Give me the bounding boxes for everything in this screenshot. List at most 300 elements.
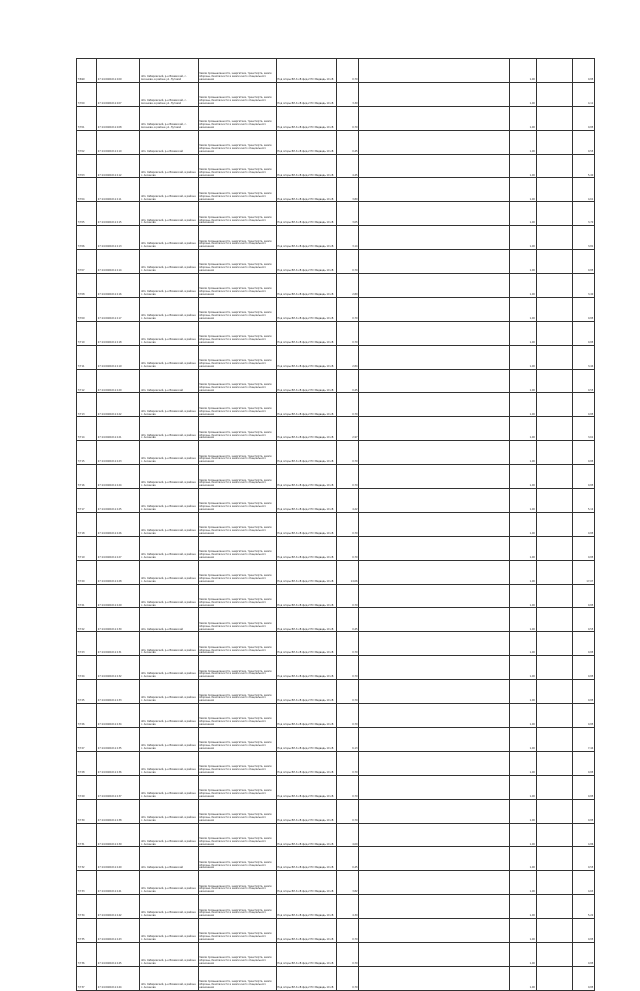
empty-cell: [359, 226, 510, 250]
permitted-use-cell: Под опоры ВЛ-6 кВ фид.2 ПС Медведь 10 кВ: [276, 321, 336, 345]
area-cell: 2,97: [336, 417, 358, 441]
cadastral-number-cell: 27:14:0401011:115: [97, 202, 140, 226]
address-cell: обл. Хабаровский, р-н Вяземский, в районе с. Аксенова: [140, 727, 198, 751]
land-category-cell: Земли промышленности, энергетики, транспорта, земли обороны, безопасности и земли иного специального назначения: [198, 871, 276, 895]
cadastral-number-cell: 27:14:0401011:109: [97, 59, 140, 83]
empty-cell: [359, 727, 510, 751]
land-category-cell: Земли промышленности, энергетики, транспорта, земли обороны, безопасности и земли иного специального назначения: [198, 704, 276, 728]
table-row: [77, 250, 595, 274]
row-id-cell: 7/737: [77, 966, 97, 990]
area-cell: 4,30: [336, 895, 358, 919]
land-category-cell: Земли промышленности, энергетики, транспорта, земли обороны, безопасности и земли иного специального назначения: [198, 656, 276, 680]
row-id-cell: 7/717: [77, 489, 97, 513]
empty-cell: [536, 656, 572, 680]
address-cell: обл. Хабаровский, р-н Вяземский, в районе с. Аксенова: [140, 512, 198, 536]
empty-cell: [359, 345, 510, 369]
empty-cell: [536, 512, 572, 536]
coefficient-cell: 1,00: [510, 489, 536, 513]
address-cell: обл. Хабаровский, р-н Вяземский, в районе с. Аксенова: [140, 560, 198, 584]
cadastral-number-cell: 27:14:0401011:140: [97, 847, 140, 871]
row-id-cell: 7/705: [77, 202, 97, 226]
coefficient-cell: 1,00: [510, 727, 536, 751]
land-category-cell: Земли промышленности, энергетики, транспорта, земли обороны, безопасности и земли иного специального назначения: [198, 727, 276, 751]
table-row: [77, 297, 595, 321]
permitted-use-cell: Под опоры ВЛ-6 кВ фид.2 ПС Медведь 10 кВ: [276, 632, 336, 656]
row-id-cell: 7/731: [77, 823, 97, 847]
cadastral-number-cell: 27:14:0401011:132: [97, 656, 140, 680]
empty-cell: [536, 369, 572, 393]
table-row: [77, 536, 595, 560]
land-category-cell: Земли промышленности, энергетики, транспорта, земли обороны, безопасности и земли иного специального назначения: [198, 465, 276, 489]
address-cell: обл. Хабаровский, р-н Вяземский, в районе с. Аксенова: [140, 393, 198, 417]
empty-cell: [359, 250, 510, 274]
row-id-cell: 7/732: [77, 847, 97, 871]
row-id-cell: 7/699: [77, 59, 97, 83]
empty-cell: [536, 632, 572, 656]
coefficient-cell: 1,00: [510, 512, 536, 536]
cadastral-number-cell: 27:14:0401011:123: [97, 441, 140, 465]
permitted-use-cell: Под опоры ВЛ-6 кВ фид.2 ПС Медведь 10 кВ: [276, 441, 336, 465]
empty-cell: [536, 489, 572, 513]
coefficient-cell: 1,00: [510, 417, 536, 441]
table-row: [77, 106, 595, 130]
cadastral-number-cell: 27:14:0401011:130: [97, 608, 140, 632]
permitted-use-cell: Под опоры ВЛ-6 кВ фид.2 ПС Медведь 10 кВ: [276, 847, 336, 871]
address-cell: обл. Хабаровский, р-н Вяземский, в районе с. Аксенова: [140, 680, 198, 704]
area-cell: 0,70: [336, 250, 358, 274]
land-category-cell: Земли промышленности, энергетики, транспорта, земли обороны, безопасности и земли иного специального назначения: [198, 274, 276, 298]
empty-cell: [359, 512, 510, 536]
land-category-cell: Земли промышленности, энергетики, транспорта, земли обороны, безопасности и земли иного специального назначения: [198, 584, 276, 608]
coefficient-cell: 1,00: [510, 369, 536, 393]
cost-cell: 0,85: [572, 632, 594, 656]
empty-cell: [536, 823, 572, 847]
land-category-cell: Земли промышленности, энергетики, транспорта, земли обороны, безопасности и земли иного специального назначения: [198, 489, 276, 513]
table-row: [77, 417, 595, 441]
area-cell: 3,39: [336, 82, 358, 106]
table-row: [77, 178, 595, 202]
cadastral-number-cell: 27:14:0401011:139: [97, 823, 140, 847]
area-cell: 0,70: [336, 704, 358, 728]
empty-cell: [536, 919, 572, 943]
empty-cell: [536, 560, 572, 584]
cost-cell: 0,55: [572, 608, 594, 632]
empty-cell: [359, 393, 510, 417]
table-row: [77, 59, 595, 83]
land-category-cell: Земли промышленности, энергетики, транспорта, земли обороны, безопасности и земли иного специального назначения: [198, 942, 276, 966]
coefficient-cell: 1,00: [510, 106, 536, 130]
address-cell: обл. Хабаровский, р-н Вяземский, в районе с. Аксенова: [140, 321, 198, 345]
cost-cell: 5,40: [572, 154, 594, 178]
row-id-cell: 7/711: [77, 345, 97, 369]
table-body: [77, 59, 595, 991]
empty-cell: [359, 560, 510, 584]
permitted-use-cell: Под опоры ВЛ-6 кВ фид.2 ПС Медведь 10 кВ: [276, 727, 336, 751]
table-row: [77, 871, 595, 895]
permitted-use-cell: Под опоры ВЛ-6 кВ фид.2 ПС Медведь 10 кВ: [276, 369, 336, 393]
permitted-use-cell: Под опоры ВЛ-6 кВ фид.2 ПС Медведь 10 кВ: [276, 178, 336, 202]
empty-cell: [359, 130, 510, 154]
empty-cell: [536, 942, 572, 966]
cadastral-number-cell: 27:14:0401011:129: [97, 584, 140, 608]
area-cell: 0,45: [336, 369, 358, 393]
land-category-cell: Земли промышленности, энергетики, транспорта, земли обороны, безопасности и земли иного специального назначения: [198, 393, 276, 417]
area-cell: 0,70: [336, 751, 358, 775]
table-row: [77, 512, 595, 536]
permitted-use-cell: Под опоры ВЛ-6 кВ фид.2 ПС Медведь 10 кВ: [276, 799, 336, 823]
coefficient-cell: 1,00: [510, 847, 536, 871]
cost-cell: 3,40: [572, 274, 594, 298]
cost-cell: 0,85: [572, 393, 594, 417]
empty-cell: [536, 178, 572, 202]
permitted-use-cell: Под опоры ВЛ-6 кВ фид.2 ПС Медведь 10 кВ: [276, 226, 336, 250]
coefficient-cell: 1,00: [510, 966, 536, 990]
coefficient-cell: 1,00: [510, 608, 536, 632]
table-row: [77, 82, 595, 106]
row-id-cell: 7/707: [77, 250, 97, 274]
address-cell: обл. Хабаровский, р-н Вяземский, в районе с. Аксенова: [140, 871, 198, 895]
permitted-use-cell: Под опоры ВЛ-6 кВ фид.2 ПС Медведь 10 кВ: [276, 536, 336, 560]
permitted-use-cell: Под опоры ВЛ-6 кВ фид.2 ПС Медведь 10 кВ: [276, 871, 336, 895]
land-category-cell: Земли промышленности, энергетики, транспорта, земли обороны, безопасности и земли иного специального назначения: [198, 250, 276, 274]
coefficient-cell: 1,00: [510, 871, 536, 895]
cost-cell: 0,85: [572, 297, 594, 321]
empty-cell: [359, 823, 510, 847]
row-id-cell: 7/708: [77, 274, 97, 298]
area-cell: 0,45: [336, 847, 358, 871]
table-row: [77, 680, 595, 704]
empty-cell: [536, 847, 572, 871]
coefficient-cell: 1,00: [510, 393, 536, 417]
table-row: [77, 704, 595, 728]
empty-cell: [536, 130, 572, 154]
table-row: [77, 441, 595, 465]
empty-cell: [536, 393, 572, 417]
land-category-cell: Земли промышленности, энергетики, транспорта, земли обороны, безопасности и земли иного специального назначения: [198, 154, 276, 178]
address-cell: обл. Хабаровский, р-н Вяземский, в районе с. Аксенова: [140, 178, 198, 202]
cost-cell: 17,07: [572, 560, 594, 584]
empty-cell: [536, 751, 572, 775]
land-category-cell: Земли промышленности, энергетики, транспорта, земли обороны, безопасности и земли иного специального назначения: [198, 321, 276, 345]
cadastral-number-cell: 27:14:0401011:141: [97, 871, 140, 895]
cost-cell: 0,55: [572, 369, 594, 393]
coefficient-cell: 1,00: [510, 704, 536, 728]
land-category-cell: Земли промышленности, энергетики, транспорта, земли обороны, безопасности и земли иного специального назначения: [198, 59, 276, 83]
cadastral-number-cell: 27:14:0401011:134: [97, 704, 140, 728]
address-cell: обл. Хабаровский, р-н Вяземский, в районе с. Аксенова: [140, 202, 198, 226]
cadastral-number-cell: 27:14:0401011:145: [97, 942, 140, 966]
table-row: [77, 751, 595, 775]
cadastral-number-cell: 27:14:0401011:117: [97, 297, 140, 321]
cadastral-number-cell: 27:14:0401011:142: [97, 895, 140, 919]
row-id-cell: 7/730: [77, 799, 97, 823]
cadastral-number-cell: 27:14:0401011:122: [97, 393, 140, 417]
cadastral-number-cell: 27:14:0401011:121: [97, 417, 140, 441]
cadastral-number-cell: 27:14:0401011:116: [97, 274, 140, 298]
address-cell: обл. Хабаровский, р-н Вяземский, в районе с. Аксенова: [140, 441, 198, 465]
coefficient-cell: 1,00: [510, 345, 536, 369]
cost-cell: 3,70: [572, 202, 594, 226]
permitted-use-cell: Под опоры ВЛ-6 кВ фид.2 ПС Медведь 10 кВ: [276, 560, 336, 584]
address-cell: обл. Хабаровский, р-н Вяземский, с. Аксенова, в районе ул. Луговой: [140, 59, 198, 83]
coefficient-cell: 1,00: [510, 656, 536, 680]
row-id-cell: 7/733: [77, 871, 97, 895]
address-cell: обл. Хабаровский, р-н Вяземский, в районе с. Аксенова: [140, 536, 198, 560]
empty-cell: [536, 106, 572, 130]
empty-cell: [536, 345, 572, 369]
table-row: [77, 226, 595, 250]
cost-cell: 0,85: [572, 250, 594, 274]
permitted-use-cell: Под опоры ВЛ-6 кВ фид.2 ПС Медведь 10 кВ: [276, 82, 336, 106]
empty-cell: [359, 871, 510, 895]
permitted-use-cell: Под опоры ВЛ-6 кВ фид.2 ПС Медведь 10 кВ: [276, 656, 336, 680]
empty-cell: [536, 680, 572, 704]
coefficient-cell: 1,00: [510, 680, 536, 704]
row-id-cell: 7/702: [77, 130, 97, 154]
empty-cell: [359, 704, 510, 728]
address-cell: обл. Хабаровский, р-н Вяземский: [140, 369, 198, 393]
address-cell: обл. Хабаровский, р-н Вяземский: [140, 608, 198, 632]
address-cell: обл. Хабаровский, р-н Вяземский, в районе с. Аксенова: [140, 823, 198, 847]
area-cell: 4,00: [336, 823, 358, 847]
coefficient-cell: 1,00: [510, 584, 536, 608]
row-id-cell: 7/723: [77, 632, 97, 656]
address-cell: обл. Хабаровский, р-н Вяземский, с. Аксенова, в районе ул. Луговой: [140, 82, 198, 106]
empty-cell: [359, 441, 510, 465]
cost-cell: 3,44: [572, 345, 594, 369]
cadastral-number-cell: 27:14:0401011:120: [97, 369, 140, 393]
cost-cell: 0,85: [572, 775, 594, 799]
empty-cell: [536, 465, 572, 489]
coefficient-cell: 1,00: [510, 536, 536, 560]
empty-cell: [536, 297, 572, 321]
row-id-cell: 7/718: [77, 512, 97, 536]
permitted-use-cell: Под опоры ВЛ-6 кВ фид.2 ПС Медведь 10 кВ: [276, 966, 336, 990]
land-category-cell: Земли промышленности, энергетики, транспорта, земли обороны, безопасности и земли иного специального назначения: [198, 632, 276, 656]
cadastral-number-cell: 27:14:0401011:144: [97, 966, 140, 990]
address-cell: обл. Хабаровский, р-н Вяземский, в районе с. Аксенова: [140, 656, 198, 680]
permitted-use-cell: Под опоры ВЛ-6 кВ фид.2 ПС Медведь 10 кВ: [276, 345, 336, 369]
cost-cell: 0,85: [572, 106, 594, 130]
cost-cell: 0,85: [572, 680, 594, 704]
land-category-cell: Земли промышленности, энергетики, транспорта, земли обороны, безопасности и земли иного специального назначения: [198, 895, 276, 919]
table-row: [77, 727, 595, 751]
empty-cell: [536, 417, 572, 441]
cadastral-number-cell: 27:14:0401011:119: [97, 345, 140, 369]
empty-cell: [359, 202, 510, 226]
land-category-cell: Земли промышленности, энергетики, транспорта, земли обороны, безопасности и земли иного специального назначения: [198, 369, 276, 393]
address-cell: обл. Хабаровский, р-н Вяземский, в районе с. Аксенова: [140, 465, 198, 489]
area-cell: 0,70: [336, 441, 358, 465]
cadastral-number-cell: 27:14:0401011:107: [97, 82, 140, 106]
row-id-cell: 7/715: [77, 441, 97, 465]
table-row: [77, 465, 595, 489]
land-category-cell: Земли промышленности, энергетики, транспорта, земли обороны, безопасности и земли иного специального назначения: [198, 106, 276, 130]
land-category-cell: Земли промышленности, энергетики, транспорта, земли обороны, безопасности и земли иного специального назначения: [198, 417, 276, 441]
area-cell: 0,70: [336, 799, 358, 823]
table-row: [77, 775, 595, 799]
empty-cell: [536, 895, 572, 919]
row-id-cell: 7/724: [77, 656, 97, 680]
empty-cell: [359, 895, 510, 919]
cost-cell: 5,22: [572, 895, 594, 919]
cadastral-number-cell: 27:14:0401011:136: [97, 751, 140, 775]
coefficient-cell: 1,00: [510, 465, 536, 489]
empty-cell: [359, 59, 510, 83]
table-row: [77, 895, 595, 919]
land-category-cell: Земли промышленности, энергетики, транспорта, земли обороны, безопасности и земли иного специального назначения: [198, 202, 276, 226]
area-cell: 0,70: [336, 919, 358, 943]
table-row: [77, 656, 595, 680]
cost-cell: 0,85: [572, 942, 594, 966]
land-category-cell: Земли промышленности, энергетики, транспорта, земли обороны, безопасности и земли иного специального назначения: [198, 823, 276, 847]
area-cell: 0,70: [336, 775, 358, 799]
cost-cell: 3,61: [572, 417, 594, 441]
row-id-cell: 7/735: [77, 919, 97, 943]
empty-cell: [359, 297, 510, 321]
cost-cell: 0,85: [572, 321, 594, 345]
table-row: [77, 369, 595, 393]
document-page: [76, 58, 594, 991]
empty-cell: [359, 966, 510, 990]
cost-cell: 4,61: [572, 178, 594, 202]
cost-cell: 4,63: [572, 871, 594, 895]
permitted-use-cell: Под опоры ВЛ-6 кВ фид.2 ПС Медведь 10 кВ: [276, 942, 336, 966]
area-cell: 0,70: [336, 465, 358, 489]
empty-cell: [359, 274, 510, 298]
permitted-use-cell: Под опоры ВЛ-6 кВ фид.2 ПС Медведь 10 кВ: [276, 919, 336, 943]
area-cell: 3,14: [336, 226, 358, 250]
permitted-use-cell: Под опоры ВЛ-6 кВ фид.2 ПС Медведь 10 кВ: [276, 297, 336, 321]
coefficient-cell: 1,00: [510, 441, 536, 465]
table-row: [77, 966, 595, 990]
area-cell: 2,84: [336, 345, 358, 369]
permitted-use-cell: Под опоры ВЛ-6 кВ фид.2 ПС Медведь 10 кВ: [276, 704, 336, 728]
area-cell: 0,70: [336, 680, 358, 704]
row-id-cell: 7/700: [77, 82, 97, 106]
address-cell: обл. Хабаровский, р-н Вяземский, в районе с. Аксенова: [140, 775, 198, 799]
land-category-cell: Земли промышленности, энергетики, транспорта, земли обороны, безопасности и земли иного специального назначения: [198, 345, 276, 369]
cadastral-number-cell: 27:14:0401011:111: [97, 178, 140, 202]
address-cell: обл. Хабаровский, р-н Вяземский, в районе с. Аксенова: [140, 154, 198, 178]
coefficient-cell: 1,00: [510, 274, 536, 298]
land-category-cell: Земли промышленности, энергетики, транспорта, земли обороны, безопасности и земли иного специального назначения: [198, 775, 276, 799]
permitted-use-cell: Под опоры ВЛ-6 кВ фид.2 ПС Медведь 10 кВ: [276, 274, 336, 298]
cost-cell: 4,86: [572, 823, 594, 847]
cadastral-number-cell: 27:14:0401011:118: [97, 321, 140, 345]
land-category-cell: Земли промышленности, энергетики, транспорта, земли обороны, безопасности и земли иного специального назначения: [198, 560, 276, 584]
permitted-use-cell: Под опоры ВЛ-6 кВ фид.2 ПС Медведь 10 кВ: [276, 895, 336, 919]
table-row: [77, 823, 595, 847]
area-cell: 2,80: [336, 274, 358, 298]
empty-cell: [536, 871, 572, 895]
cadastral-number-cell: 27:14:0401011:127: [97, 536, 140, 560]
cost-cell: 0,85: [572, 799, 594, 823]
cost-cell: 0,85: [572, 512, 594, 536]
table-row: [77, 321, 595, 345]
coefficient-cell: 1,00: [510, 178, 536, 202]
empty-cell: [359, 919, 510, 943]
coefficient-cell: 1,00: [510, 823, 536, 847]
address-cell: обл. Хабаровский, р-н Вяземский, в районе с. Аксенова: [140, 632, 198, 656]
address-cell: обл. Хабаровский, р-н Вяземский, в районе с. Аксенова: [140, 799, 198, 823]
area-cell: 6,13: [336, 727, 358, 751]
permitted-use-cell: Под опоры ВЛ-6 кВ фид.2 ПС Медведь 10 кВ: [276, 512, 336, 536]
permitted-use-cell: Под опоры ВЛ-6 кВ фид.2 ПС Медведь 10 кВ: [276, 608, 336, 632]
empty-cell: [359, 321, 510, 345]
empty-cell: [536, 608, 572, 632]
permitted-use-cell: Под опоры ВЛ-6 кВ фид.2 ПС Медведь 10 кВ: [276, 680, 336, 704]
area-cell: 4,45: [336, 154, 358, 178]
permitted-use-cell: Под опоры ВЛ-6 кВ фид.2 ПС Медведь 10 кВ: [276, 823, 336, 847]
empty-cell: [359, 847, 510, 871]
coefficient-cell: 1,00: [510, 321, 536, 345]
empty-cell: [536, 799, 572, 823]
cost-cell: 0,85: [572, 919, 594, 943]
coefficient-cell: 1,00: [510, 919, 536, 943]
area-cell: 0,70: [336, 656, 358, 680]
land-category-cell: Земли промышленности, энергетики, транспорта, земли обороны, безопасности и земли иного специального назначения: [198, 751, 276, 775]
land-category-cell: Земли промышленности, энергетики, транспорта, земли обороны, безопасности и земли иного специального назначения: [198, 608, 276, 632]
address-cell: обл. Хабаровский, р-н Вяземский, в районе с. Аксенова: [140, 226, 198, 250]
land-category-cell: Земли промышленности, энергетики, транспорта, земли обороны, безопасности и земли иного специального назначения: [198, 799, 276, 823]
cost-cell: 0,85: [572, 536, 594, 560]
row-id-cell: 7/712: [77, 369, 97, 393]
cadastral-number-cell: 27:14:0401011:112: [97, 154, 140, 178]
empty-cell: [536, 250, 572, 274]
area-cell: 14,06: [336, 560, 358, 584]
land-category-cell: Земли промышленности, энергетики, транспорта, земли обороны, безопасности и земли иного специального назначения: [198, 919, 276, 943]
permitted-use-cell: Под опоры ВЛ-6 кВ фид.2 ПС Медведь 10 кВ: [276, 202, 336, 226]
land-category-cell: Земли промышленности, энергетики, транспорта, земли обороны, безопасности и земли иного специального назначения: [198, 178, 276, 202]
table-row: [77, 130, 595, 154]
cadastral-number-cell: 27:14:0401011:125: [97, 489, 140, 513]
cost-cell: 0,55: [572, 847, 594, 871]
empty-cell: [359, 106, 510, 130]
land-category-cell: Земли промышленности, энергетики, транспорта, земли обороны, безопасности и земли иного специального назначения: [198, 536, 276, 560]
area-cell: 0,70: [336, 59, 358, 83]
coefficient-cell: 1,00: [510, 250, 536, 274]
land-category-cell: Земли промышленности, энергетики, транспорта, земли обороны, безопасности и земли иного специального назначения: [198, 226, 276, 250]
cadastral-number-cell: 27:14:0401011:110: [97, 130, 140, 154]
address-cell: обл. Хабаровский, р-н Вяземский, в районе с. Аксенова: [140, 704, 198, 728]
coefficient-cell: 1,00: [510, 154, 536, 178]
row-id-cell: 7/725: [77, 680, 97, 704]
cadastral-number-cell: 27:14:0401011:128: [97, 560, 140, 584]
row-id-cell: 7/720: [77, 560, 97, 584]
address-cell: обл. Хабаровский, р-н Вяземский, в районе с. Аксенова: [140, 274, 198, 298]
empty-cell: [536, 536, 572, 560]
address-cell: обл. Хабаровский, р-н Вяземский, в районе с. Аксенова: [140, 297, 198, 321]
empty-cell: [536, 321, 572, 345]
area-cell: 0,70: [336, 297, 358, 321]
empty-cell: [359, 608, 510, 632]
empty-cell: [359, 82, 510, 106]
permitted-use-cell: Под опоры ВЛ-6 кВ фид.2 ПС Медведь 10 кВ: [276, 130, 336, 154]
row-id-cell: 7/703: [77, 154, 97, 178]
empty-cell: [359, 775, 510, 799]
table-row: [77, 584, 595, 608]
area-cell: 0,70: [336, 512, 358, 536]
coefficient-cell: 1,00: [510, 82, 536, 106]
empty-cell: [536, 274, 572, 298]
land-plots-table: [76, 58, 595, 991]
row-id-cell: 7/719: [77, 536, 97, 560]
land-category-cell: Земли промышленности, энергетики, транспорта, земли обороны, безопасности и земли иного специального назначения: [198, 847, 276, 871]
address-cell: обл. Хабаровский, р-н Вяземский, в районе с. Аксенова: [140, 584, 198, 608]
empty-cell: [359, 656, 510, 680]
land-category-cell: Земли промышленности, энергетики, транспорта, земли обороны, безопасности и земли иного специального назначения: [198, 441, 276, 465]
